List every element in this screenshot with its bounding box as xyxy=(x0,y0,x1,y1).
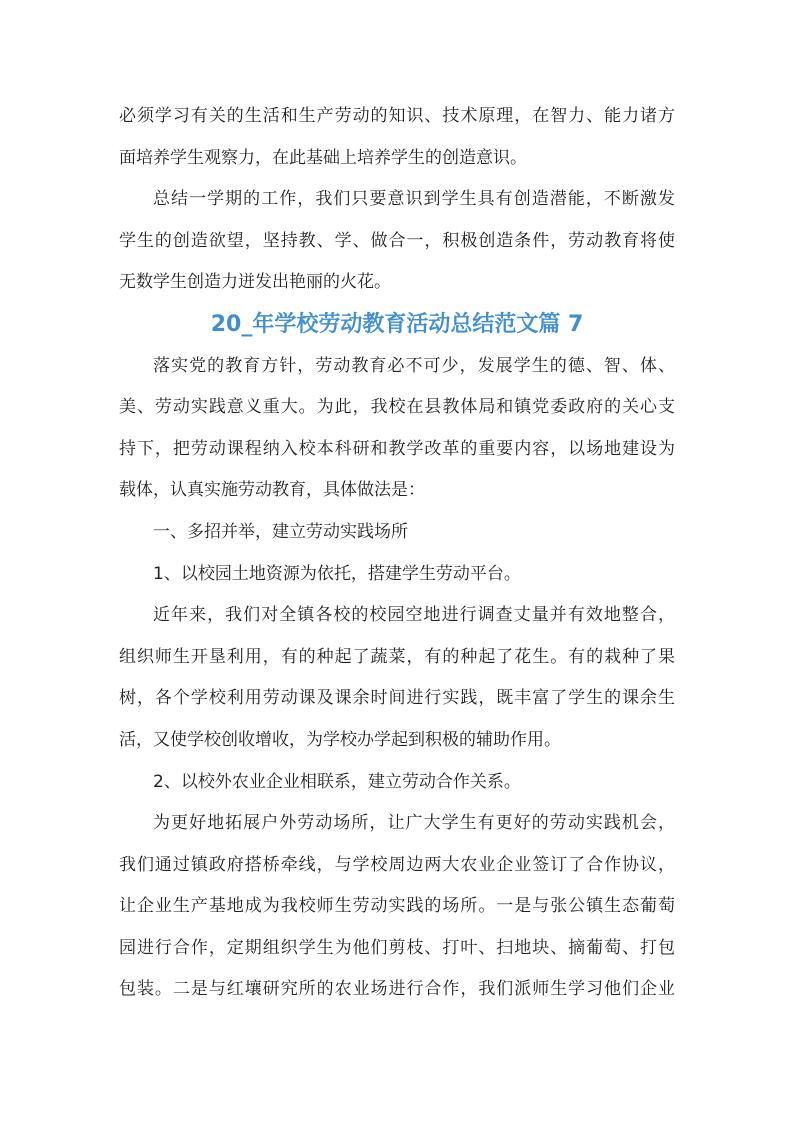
text-line: 必须学习有关的生活和生产劳动的知识、技术原理，在智力、能力诸方 xyxy=(119,106,675,126)
text-line: 面培养学生观察力，在此基础上培养学生的创造意识。 xyxy=(119,147,527,168)
text-line: 为更好地拓展户外劳动场所，让广大学生有更好的劳动实践机会， xyxy=(153,813,675,834)
text-line: 落实党的教育方针，劳动教育必不可少，发展学生的德、智、体、 xyxy=(153,355,675,376)
summary-paragraph xyxy=(119,179,675,304)
text-line: 一、多招并举，建立劳动实践场所 xyxy=(153,521,408,542)
text-line: 包装。二是与红壤研究所的农业场进行合作，我们派师生学习他们企业 xyxy=(119,979,675,1000)
text-line: 让企业生产基地成为我校师生劳动实践的场所。一是与张公镇生态葡萄 xyxy=(119,896,675,917)
section-heading: 20_年学校劳动教育活动总结范文篇 7 xyxy=(210,311,584,337)
item-one-title xyxy=(119,554,675,596)
section-one-title xyxy=(119,512,675,554)
enterprise-cooperation-paragraph xyxy=(119,803,675,1011)
text-line: 树，各个学校利用劳动课及课余时间进行实践，既丰富了学生的课余生 xyxy=(119,688,675,709)
campus-land-paragraph xyxy=(119,595,675,761)
text-line: 美、劳动实践意义重大。为此，我校在县教体局和镇党委政府的关心支 xyxy=(119,397,675,418)
text-line: 学生的创造欲望，坚持教、学、做合一，积极创造条件，劳动教育将使 xyxy=(119,230,675,251)
text-line: 总结一学期的工作，我们只要意识到学生具有创造潜能，不断激发 xyxy=(153,189,675,210)
document-body xyxy=(119,96,675,1011)
text-line: 组织师生开垦利用，有的种起了蔬菜，有的种起了花生。有的栽种了果 xyxy=(119,646,675,667)
text-line: 载体，认真实施劳动教育，具体做法是： xyxy=(119,480,425,501)
item-two-title xyxy=(119,762,675,804)
intro-paragraph xyxy=(119,96,675,179)
intro-policy-paragraph xyxy=(119,346,675,512)
text-line: 园进行合作，定期组织学生为他们剪枝、打叶、扫地块、摘葡萄、打包 xyxy=(119,937,675,958)
text-line: 持下，把劳动课程纳入校本科研和教学改革的重要内容，以场地建设为 xyxy=(119,438,675,459)
text-line: 无数学生创造力迸发出艳丽的火花。 xyxy=(119,272,391,293)
text-line: 近年来，我们对全镇各校的校园空地进行调查丈量并有效地整合， xyxy=(153,605,675,626)
text-line: 1、以校园土地资源为依托，搭建学生劳动平台。 xyxy=(153,563,521,584)
text-line: 我们通过镇政府搭桥牵线，与学校周边两大农业企业签订了合作协议， xyxy=(119,854,675,875)
text-line: 2、以校外农业企业相联系，建立劳动合作关系。 xyxy=(153,771,521,792)
text-line: 活，又使学校创收增收，为学校办学起到积极的辅助作用。 xyxy=(119,729,561,750)
